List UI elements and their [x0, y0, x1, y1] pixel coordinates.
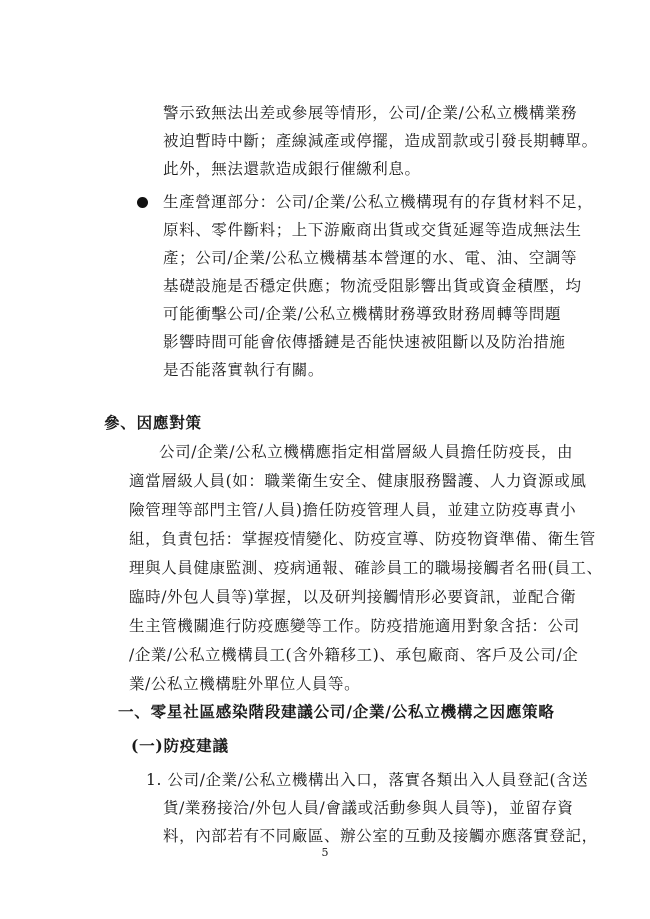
bullet-line: 可能衝擊公司/企業/公私立機構財務導致財務周轉等問題 [163, 305, 562, 323]
body-line: 臨時/外包人員等)掌握，以及研判接觸情形必要資訊，並配合衛 [129, 588, 577, 606]
body-line: 組，負責包括：掌握疫情變化、防疫宣導、防疫物資準備、衛生管 [129, 530, 596, 548]
paragraph-line: 此外，無法還款造成銀行催繳利息。 [163, 160, 421, 178]
bullet-line: 產；公司/企業/公私立機構基本營運的水、電、油、空調等 [163, 249, 578, 267]
page-number: 5 [321, 846, 329, 859]
body-line: 適當層級人員(如：職業衛生安全、健康服務醫護、人力資源或風 [129, 472, 587, 490]
subsection-heading: 一、零星社區感染階段建議公司/企業/公私立機構之因應策略 [118, 702, 555, 721]
paragraph-line: 被迫暫時中斷；產線減產或停擺，造成罰款或引發長期轉單。 [163, 132, 598, 150]
sub-subsection-heading: (一)防疫建議 [131, 736, 229, 755]
bullet-line: 基礎設施是否穩定供應；物流受阻影響出貨或資金積壓，均 [163, 277, 582, 295]
bullet-line: 影響時間可能會依傳播鏈是否能快速被阻斷以及防治措施 [163, 333, 566, 351]
paragraph-line: 警示致無法出差或參展等情形，公司/企業/公私立機構業務 [163, 104, 578, 122]
body-line: 公司/企業/公私立機構應指定相當層級人員擔任防疫長，由 [159, 443, 574, 461]
body-line: 險管理等部門主管/人員)擔任防疫管理人員，並建立防疫專責小 [129, 501, 577, 519]
bullet-line: 是否能落實執行有關。 [163, 361, 325, 379]
body-line: /企業/公私立機構員工(含外籍移工)、承包廠商、客戶及公司/企 [129, 646, 579, 664]
body-line: 業/公私立機構駐外單位人員等。 [129, 675, 361, 693]
bullet-icon [137, 197, 148, 208]
body-line: 理與人員健康監測、疫病通報、確診員工的職場接觸者名冊(員工、 [129, 559, 603, 577]
numbered-item-line: 1. 公司/企業/公私立機構出入口，落實各類出入人員登記(含送 [146, 771, 589, 789]
bullet-line: 原料、零件斷料；上下游廠商出貨或交貨延遲等造成無法生 [163, 221, 582, 239]
numbered-item-line: 貨/業務接洽/外包人員/會議或活動參與人員等)，並留存資 [163, 799, 574, 817]
numbered-item-line: 料，內部若有不同廠區、辦公室的互動及接觸亦應落實登記， [163, 827, 598, 845]
section-heading: 參、因應對策 [104, 413, 202, 432]
body-line: 生主管機關進行防疫應變等工作。防疫措施適用對象含括：公司 [129, 617, 580, 635]
bullet-line: 生產營運部分：公司/企業/公私立機構現有的存貨材料不足， [163, 193, 594, 211]
